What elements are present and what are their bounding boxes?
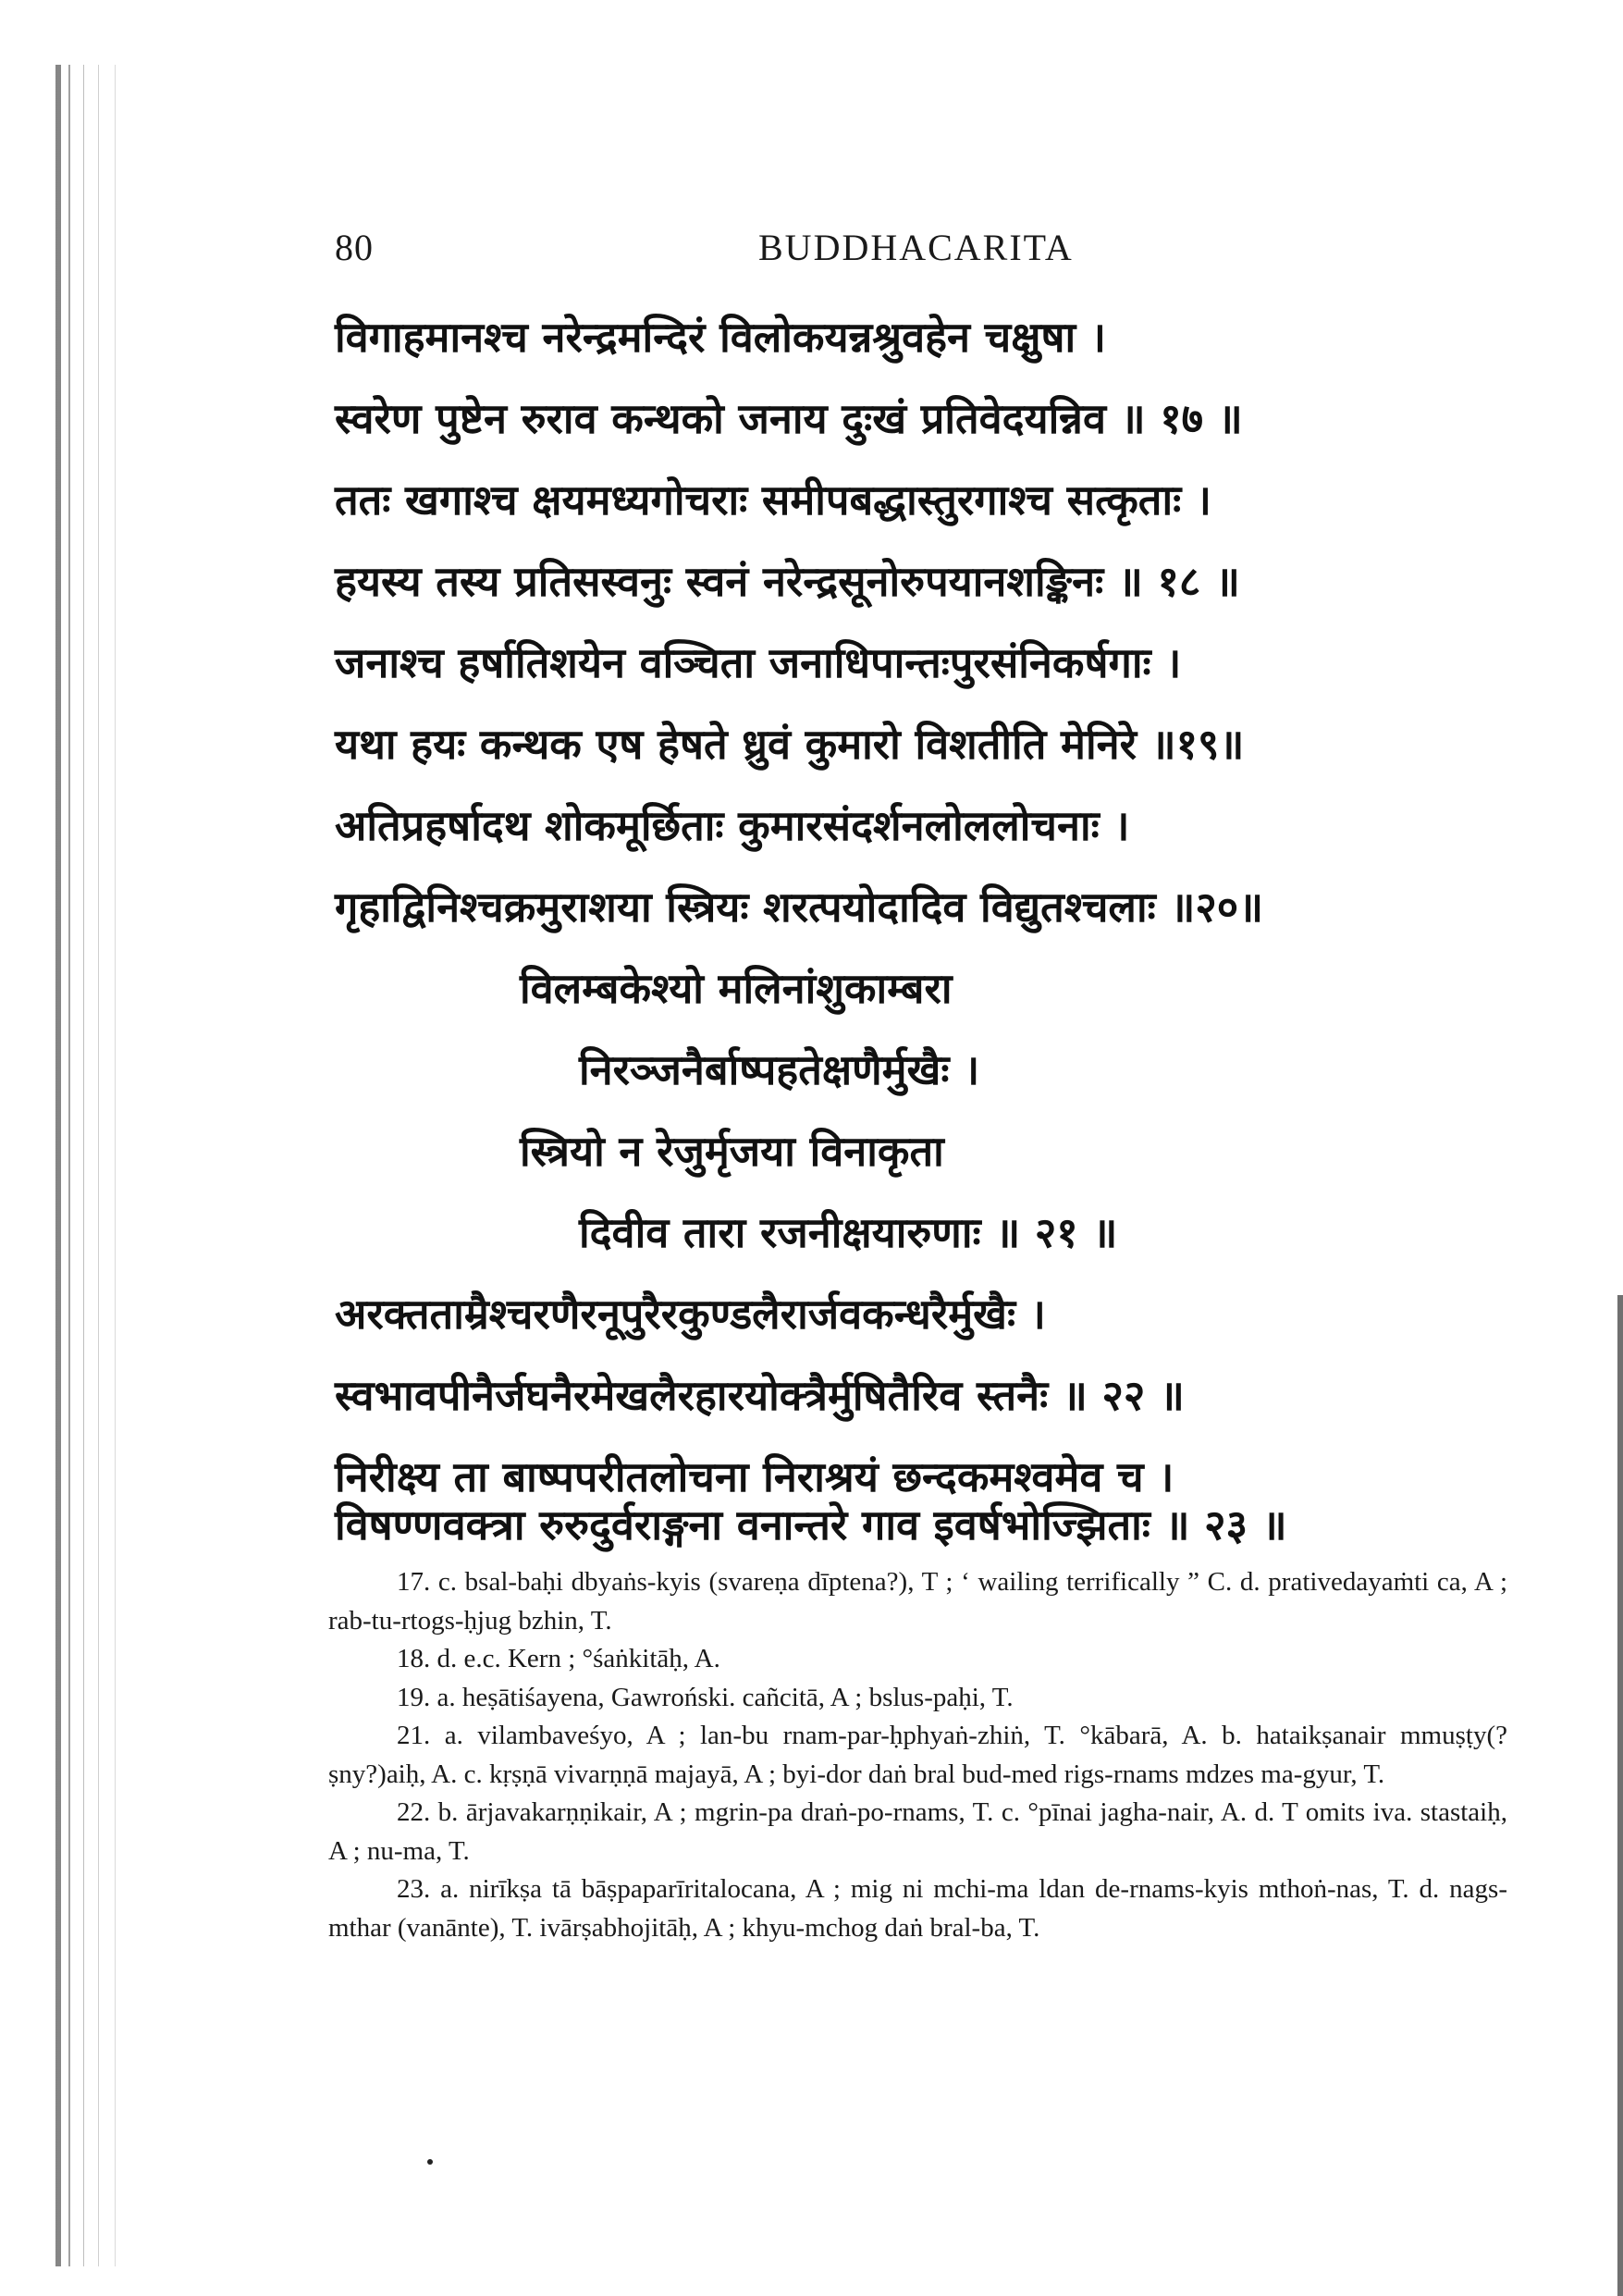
- verse-line: निरीक्ष्य ता बाष्पपरीतलोचना निराश्रयं छन्दकमश्वमेव च ।: [335, 1452, 1174, 1501]
- page-number: 80: [335, 227, 374, 268]
- verse-line: निरञ्जनैर्बाष्पहतेक्षणैर्मुखैः ।: [579, 1045, 980, 1094]
- footnote: 22. b. ārjavakarṇṇikair, A ; mgrin-pa draṅ-po-rnams, T. c. °pīnai jagha-nair, A. d. T omits iva. stastaiḥ, A ; nu-ma, T.: [328, 1797, 1507, 1866]
- verse-line: हयस्य तस्य प्रतिसस्वनुः स्वनं नरेन्द्रसूनोरुपयानशङ्किनः ॥ १८ ॥: [335, 557, 1240, 606]
- verse-line: स्त्रियो न रेजुर्मृजया विनाकृता: [520, 1127, 944, 1176]
- footnote: 17. c. bsal-baḥi dbyaṅs-kyis (svareṇa dīptena?), T ; ‘ wailing terrifically ” C. d. prativedayaṁti ca, A ; rab-tu-rtogs-ḥjug bzhin, T.: [328, 1567, 1507, 1636]
- verse-line: जनाश्च हर्षातिशयेन वञ्चिता जनाधिपान्तःपुरसंनिकर्षगाः ।: [335, 638, 1182, 687]
- verse-line: विगाहमानश्च नरेन्द्रमन्दिरं विलोकयन्नश्रुवहेन चक्षुषा ।: [335, 313, 1106, 362]
- verse-line: गृहाद्विनिश्चक्रमुराशया स्त्रियः शरत्पयोदादिव विद्युतश्चलाः ॥२०॥: [335, 883, 1264, 932]
- verse-line: स्वभावपीनैर्जघनैरमेखलैरहारयोक्त्रैर्मुषितैरिव स्तनैः ॥ २२ ॥: [335, 1371, 1185, 1420]
- footnote: 23. a. nirīkṣa tā bāṣpaparīritalocana, A ; mig ni mchi-ma ldan de-rnams-kyis mthoṅ-nas, T. d. nags-mthar (vanānte), T. ivārṣabhojitāḥ, A ; khyu-mchog daṅ bral-ba, T.: [328, 1874, 1507, 1943]
- page-edge: [1617, 1295, 1623, 2296]
- verse-line: ततः खगाश्च क्षयमध्यगोचराः समीपबद्धास्तुरगाश्च सत्कृताः ।: [335, 475, 1211, 525]
- verse-line: अतिप्रहर्षादथ शोकमूर्छिताः कुमारसंदर्शनलोललोचनाः ।: [335, 801, 1130, 850]
- footnote: 21. a. vilambaveśyo, A ; lan-bu rnam-par-ḥphyaṅ-zhiṅ, T. °kābarā, A. b. hataikṣanair mmuṣṭy(?ṣny?)aiḥ, A. c. kṛṣṇā vivarṇṇā majayā, A ; byi-dor daṅ bral bud-med rigs-rnams mdzes ma-gyur, T.: [328, 1721, 1507, 1789]
- stray-mark: [427, 2159, 433, 2165]
- critical-apparatus: [328, 1563, 1507, 1947]
- verse-line: यथा हयः कन्थक एष हेषते ध्रुवं कुमारो विशतीति मेनिरे ॥१९॥: [335, 720, 1245, 769]
- verse-line: दिवीव तारा रजनीक्षयारुणाः ॥ २१ ॥: [579, 1208, 1118, 1257]
- verse-line: अरक्तताम्रैश्चरणैरनूपुरैरकुण्डलैरार्जवकन्धरैर्मुखैः ।: [335, 1290, 1046, 1339]
- running-title: BUDDHACARITA: [758, 227, 1074, 268]
- verse-line: विषण्णवक्त्रा रुरुदुर्वराङ्गना वनान्तरे गाव इवर्षभोज्झिताः ॥ २३ ॥: [335, 1500, 1287, 1549]
- footnote: 18. d. e.c. Kern ; °śaṅkitāḥ, A.: [397, 1644, 720, 1673]
- verse-line: विलम्बकेश्यो मलिनांशुकाम्बरा: [520, 964, 953, 1013]
- footnote: 19. a. heṣātiśayena, Gawroński. cañcitā, A ; bslus-paḥi, T.: [397, 1682, 1014, 1712]
- book-binding-edge: [55, 65, 157, 2266]
- verse-line: स्वरेण पुष्टेन रुराव कन्थको जनाय दुःखं प्रतिवेदयन्निव ॥ १७ ॥: [335, 394, 1243, 443]
